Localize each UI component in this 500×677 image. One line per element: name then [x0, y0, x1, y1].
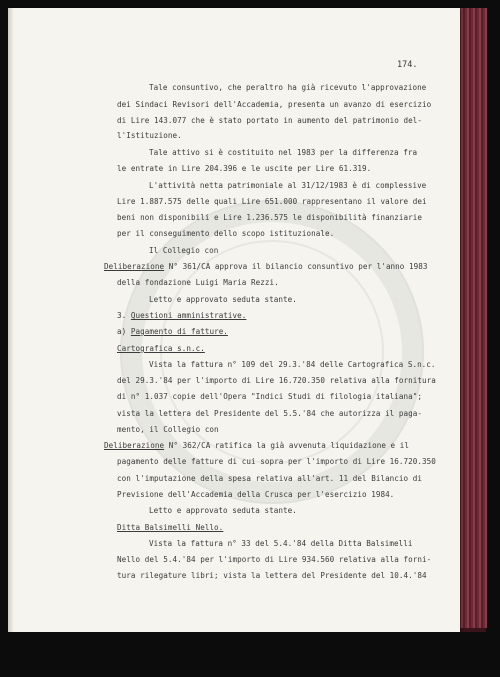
- text-line: dei Sindaci Revisori dell'Accademia, presenta un avanzo di esercizio: [117, 100, 432, 109]
- text-line: L'attività netta patrimoniale al 31/12/1983 è di complessive: [149, 181, 427, 190]
- text-line: Previsione dell'Accademia della Crusca per l'esercizio 1984.: [117, 490, 395, 499]
- text-line: Letto e approvato seduta stante.: [149, 506, 297, 515]
- deliberation-text: N° 361/CA approva il bilancio consuntivo per l'anno 1983: [164, 262, 428, 271]
- text-line: di n° 1.037 copie dell'Opera "Indici Studi di filologia italiana";: [117, 392, 423, 401]
- text-line: l'Istituzione.: [117, 131, 182, 140]
- subsection-title: Pagamento di fatture.: [130, 327, 228, 336]
- text-line: beni non disponibili e Lire 1.236.575 le disponibilità finanziarie: [117, 213, 423, 222]
- vendor-heading: Ditta Balsimelli Nello.: [117, 523, 224, 532]
- text-line: Il Collegio con: [149, 246, 219, 255]
- text-line: della fondazione Luigi Maria Rezzi.: [117, 278, 279, 287]
- text-line: Tale consuntivo, che peraltro ha già ricevuto l'approvazione: [149, 83, 427, 92]
- text-line: mento, il Collegio con: [117, 425, 219, 434]
- subsection-letter: a): [117, 327, 131, 336]
- text-line: Letto e approvato seduta stante.: [149, 295, 297, 304]
- text-line: tura rilegature libri; vista la lettera del Presidente del 10.4.'84: [117, 571, 427, 580]
- text-line: del 29.3.'84 per l'importo di Lire 16.720.350 relativa alla fornitura: [117, 376, 436, 385]
- text-line: pagamento delle fatture di cui sopra per l'importo di Lire 16.720.350: [117, 457, 436, 466]
- text-line: vista la lettera del Presidente del 5.5.'84 che autorizza il paga-: [117, 409, 423, 418]
- subsection-heading: [117, 327, 228, 336]
- page-number: 174.: [397, 60, 418, 70]
- vendor-heading: Cartografica s.n.c.: [117, 344, 205, 353]
- deliberation-line: [104, 441, 409, 450]
- text-line: Tale attivo si è costituito nel 1983 per la differenza fra: [149, 148, 418, 157]
- deliberation-label: Deliberazione: [104, 441, 165, 450]
- text-line: con l'imputazione della spesa relativa all'art. 11 del Bilancio di: [117, 474, 423, 483]
- page-gutter-shadow: [8, 8, 14, 632]
- section-heading: [117, 311, 246, 320]
- deliberation-text: N° 362/CA ratifica la già avvenuta liquidazione e il: [164, 441, 410, 450]
- text-line: di Lire 143.077 che è stato portato in aumento del patrimonio del-: [117, 116, 423, 125]
- deliberation-line: [104, 262, 428, 271]
- text-line: Vista la fattura n° 109 del 29.3.'84 delle Cartografica S.n.c.: [149, 360, 436, 369]
- section-title: Questioni amministrative.: [130, 311, 247, 320]
- text-line: Nello del 5.4.'84 per l'importo di Lire 934.560 relativa alla forni-: [117, 555, 432, 564]
- text-line: Vista la fattura n° 33 del 5.4.'84 della Ditta Balsimelli: [149, 539, 413, 548]
- text-line: le entrate in Lire 204.396 e le uscite per Lire 61.319.: [117, 164, 372, 173]
- deliberation-label: Deliberazione: [104, 262, 165, 271]
- section-number: 3.: [117, 311, 131, 320]
- text-line: per il conseguimento dello scopo istituzionale.: [117, 229, 335, 238]
- text-line: Lire 1.887.575 delle quali Lire 651.000 rappresentano il valore dei: [117, 197, 427, 206]
- background-surface: [0, 632, 500, 677]
